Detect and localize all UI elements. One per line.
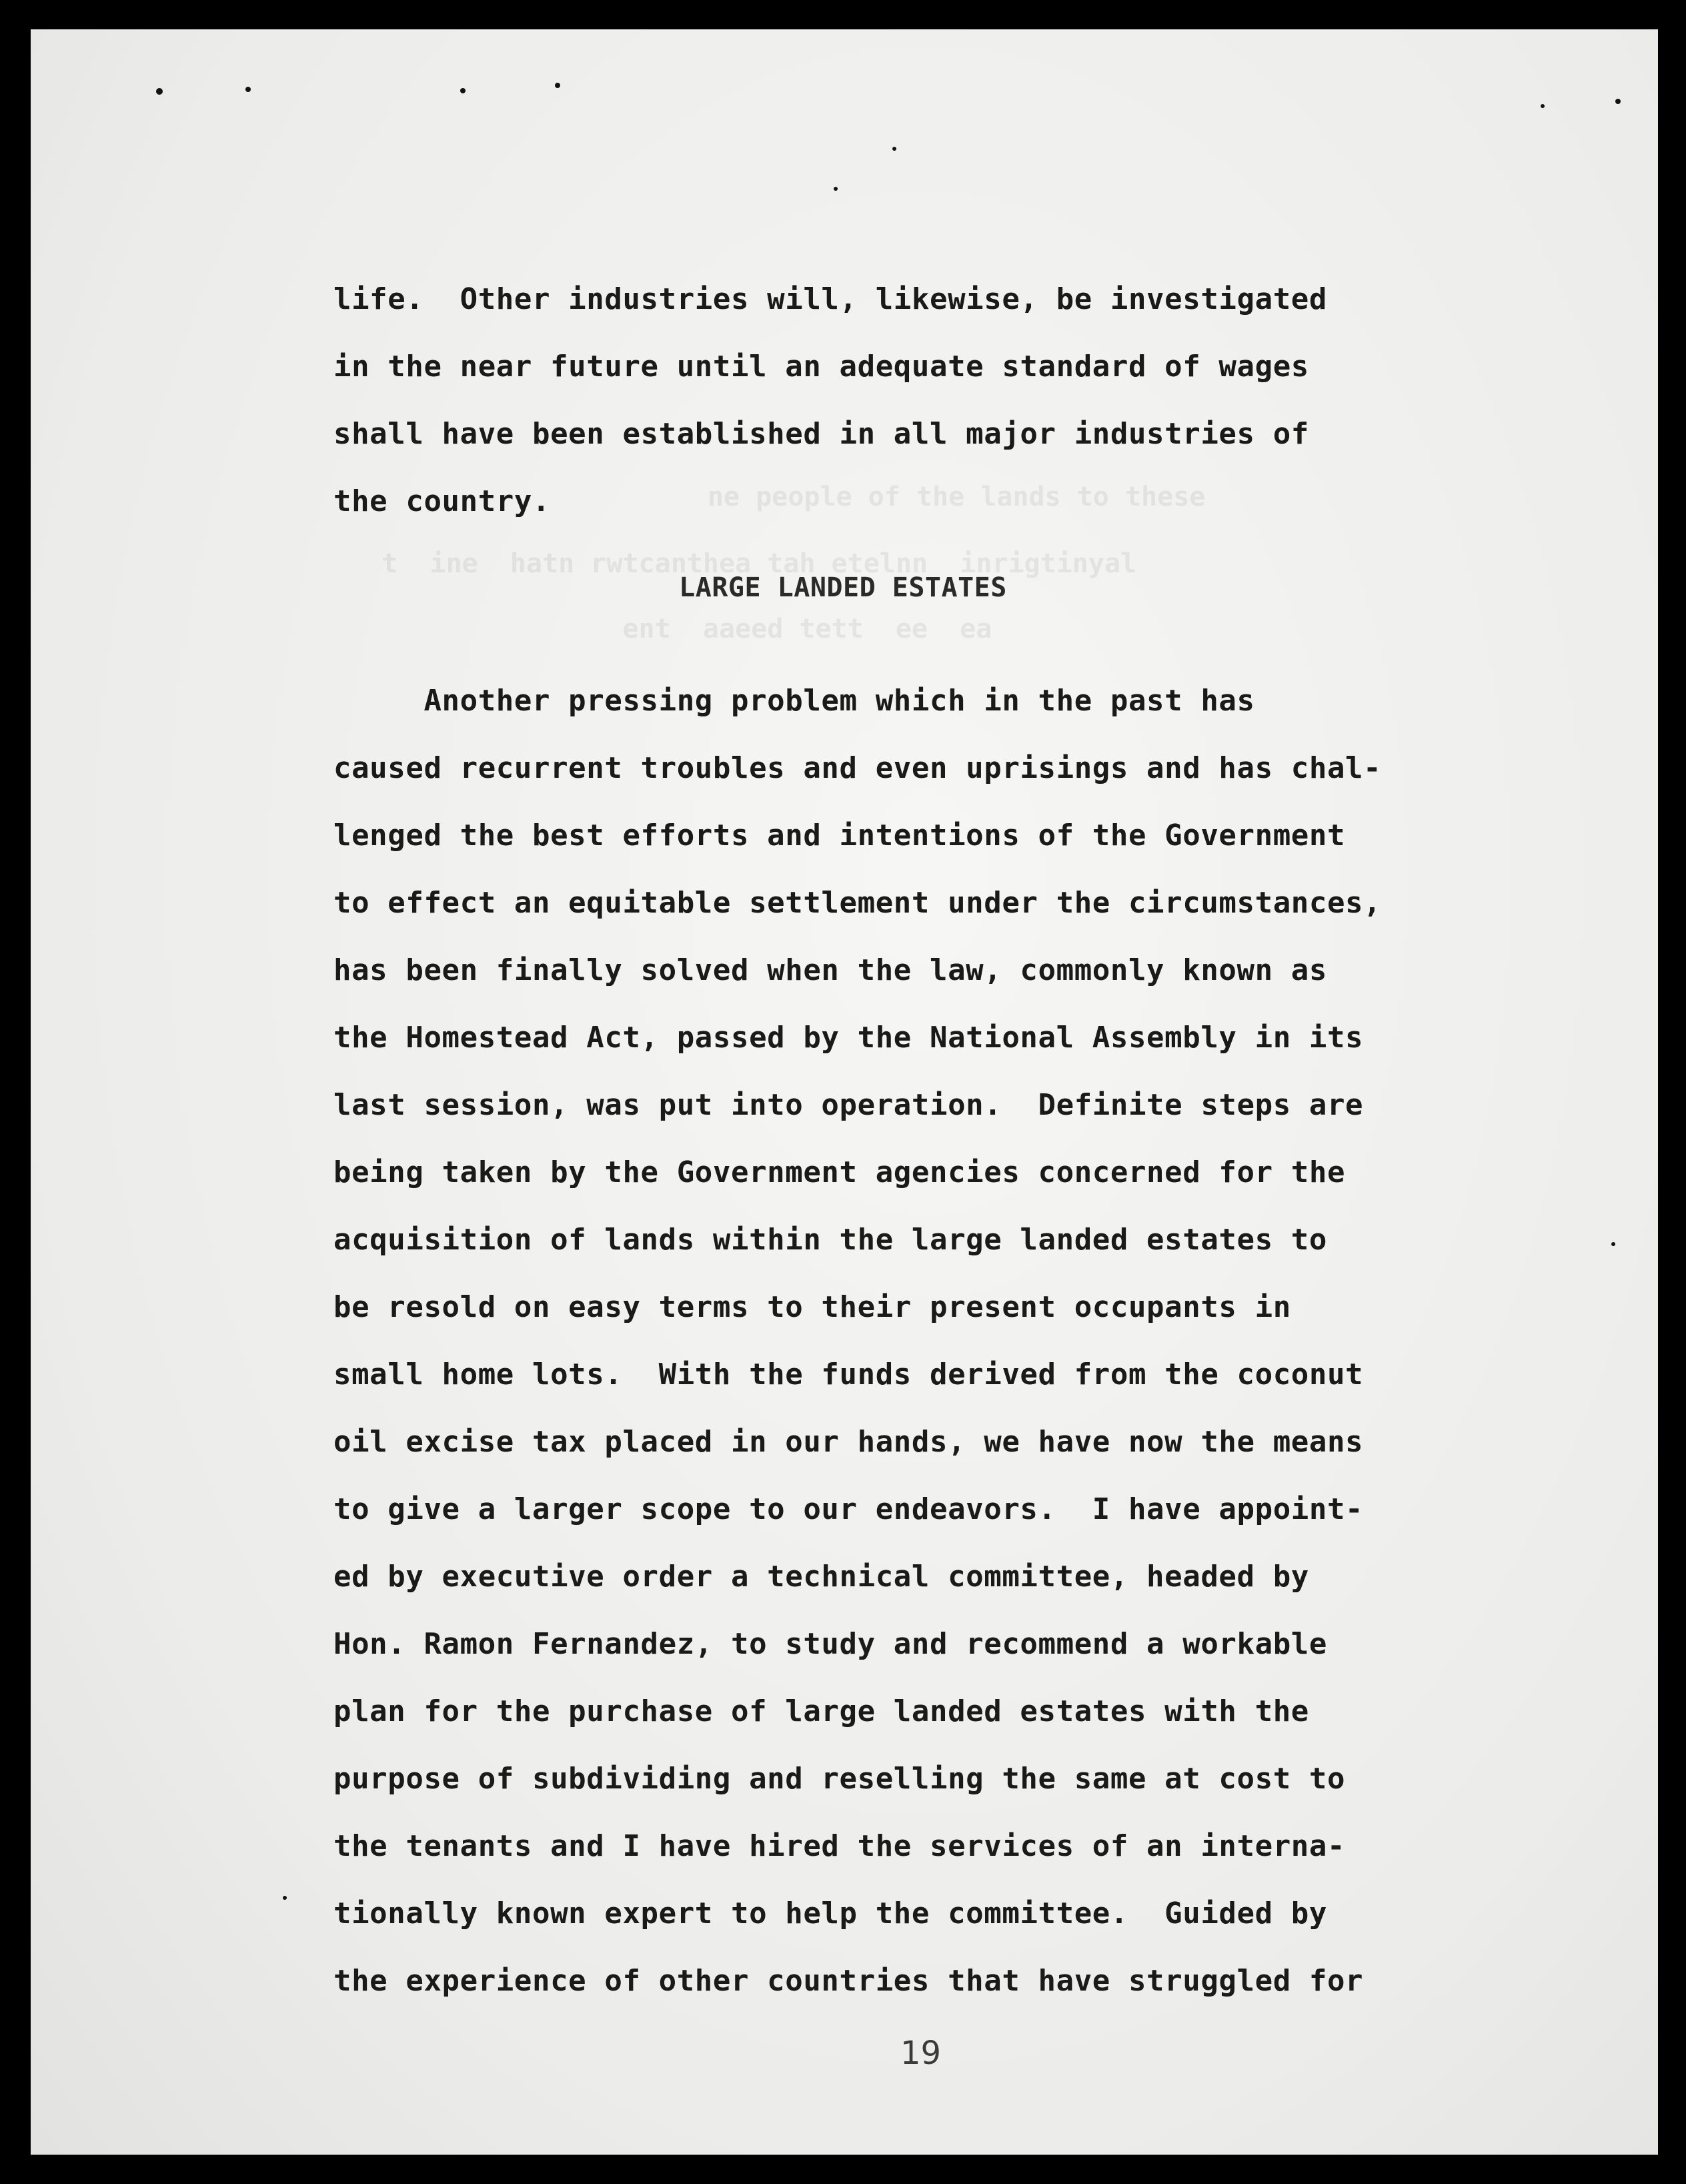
- scan-speck: [460, 88, 466, 93]
- scan-speck: [555, 83, 560, 88]
- text-line: Hon. Ramon Fernandez, to study and recommend a workable: [333, 1627, 1327, 1661]
- text-line: Another pressing problem which in the past has: [333, 684, 1255, 718]
- scan-speck: [1615, 99, 1621, 104]
- text-line: small home lots. With the funds derived from the coconut: [333, 1357, 1364, 1392]
- text-line: plan for the purchase of large landed estates with the: [333, 1694, 1309, 1728]
- text-line: ed by executive order a technical committee, headed by: [333, 1560, 1309, 1594]
- bleed-through-text: ne people of the lands to these: [547, 482, 1206, 512]
- document-body: [333, 265, 1481, 535]
- scan-speck: [1541, 104, 1545, 108]
- text-line: has been finally solved when the law, commonly known as: [333, 953, 1327, 987]
- page-number: 19: [900, 2035, 942, 2072]
- text-line: to give a larger scope to our endeavors. I have appoint-: [333, 1492, 1364, 1526]
- text-line: be resold on easy terms to their present occupants in: [333, 1290, 1291, 1324]
- text-line: last session, was put into operation. Definite steps are: [333, 1088, 1364, 1122]
- scan-speck: [283, 1896, 287, 1900]
- scan-speck: [834, 187, 838, 191]
- document-body-paragraph-2: [333, 667, 1481, 2015]
- text-line: shall have been established in all major industries of: [333, 417, 1309, 451]
- scan-speck: [1611, 1242, 1615, 1246]
- text-line: the country.: [333, 484, 551, 518]
- text-line: acquisition of lands within the large landed estates to: [333, 1223, 1327, 1257]
- text-line: in the near future until an adequate standard of wages: [333, 350, 1309, 384]
- text-line: tionally known expert to help the committee. Guided by: [333, 1896, 1327, 1931]
- bleed-through-text: ent aaeed tett ee ea: [333, 614, 992, 644]
- scan-speck: [156, 88, 163, 95]
- section-heading: LARGE LANDED ESTATES: [679, 572, 1007, 603]
- text-line: caused recurrent troubles and even uprisings and has chal-: [333, 751, 1382, 785]
- scan-speck: [892, 147, 896, 151]
- text-line: being taken by the Government agencies concerned for the: [333, 1155, 1346, 1189]
- bleed-through-text: t ine hatn rwtcanthea tah etelnn inrigtinyal: [333, 548, 1137, 579]
- scan-speck: [245, 87, 251, 92]
- text-line: the tenants and I have hired the services of an interna-: [333, 1829, 1346, 1863]
- text-line: lenged the best efforts and intentions of the Government: [333, 818, 1346, 853]
- text-line: the experience of other countries that have struggled for: [333, 1964, 1364, 1998]
- text-line: to effect an equitable settlement under the circumstances,: [333, 886, 1382, 920]
- text-line: the Homestead Act, passed by the National Assembly in its: [333, 1021, 1364, 1055]
- text-line: purpose of subdividing and reselling the same at cost to: [333, 1762, 1346, 1796]
- text-line: life. Other industries will, likewise, be investigated: [333, 282, 1327, 316]
- text-line: oil excise tax placed in our hands, we have now the means: [333, 1425, 1364, 1459]
